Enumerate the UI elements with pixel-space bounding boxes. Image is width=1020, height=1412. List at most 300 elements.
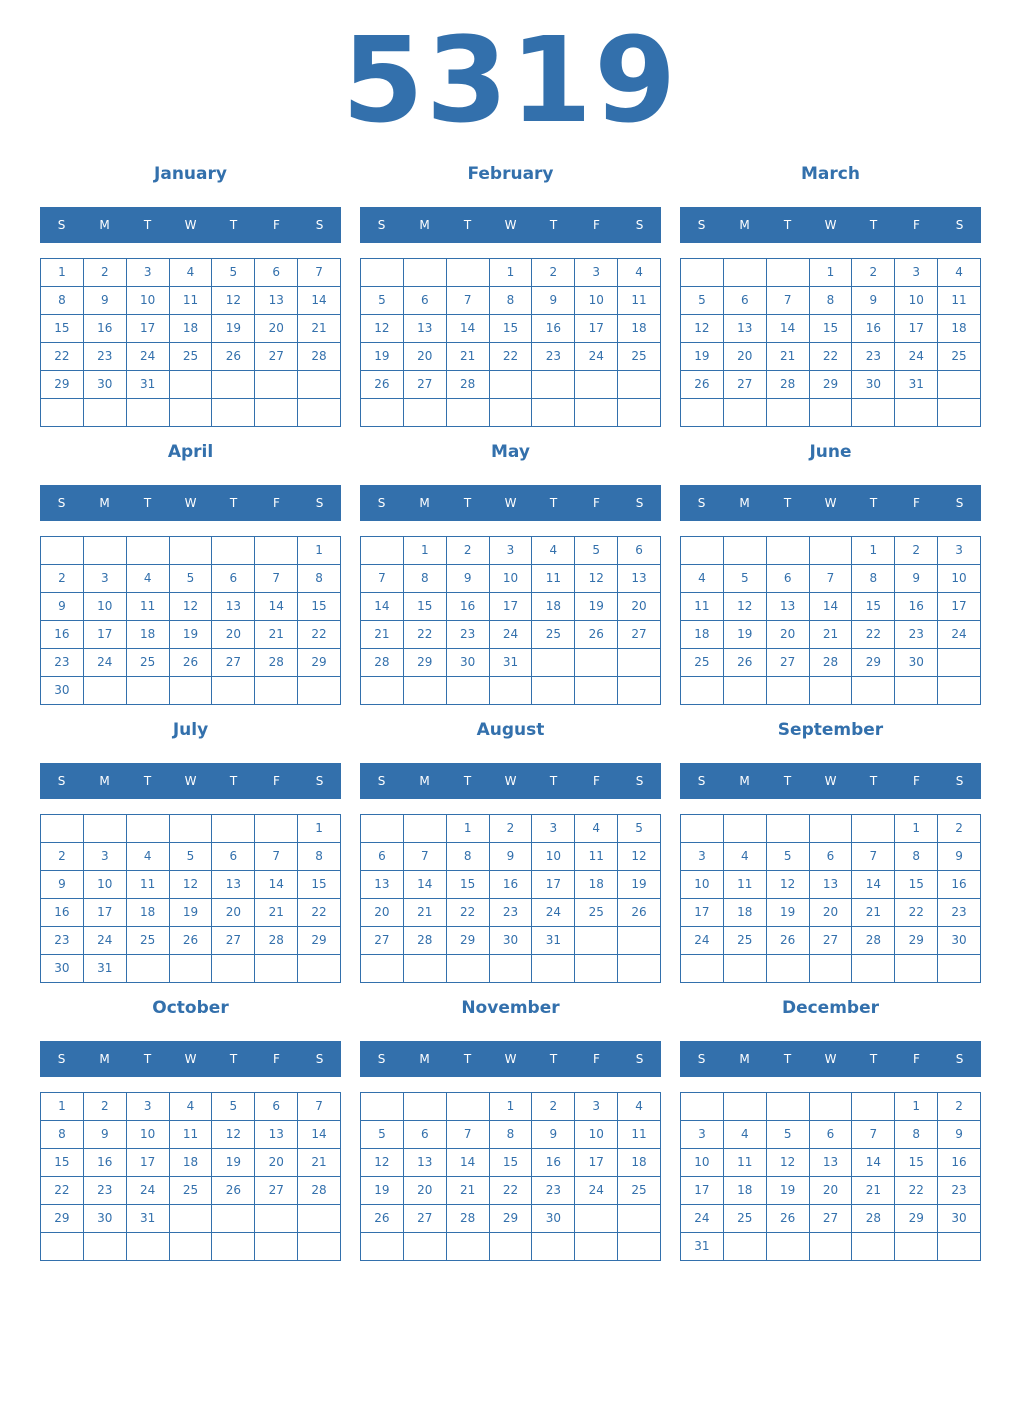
empty-day-cell [532, 677, 575, 705]
day-cell: 25 [681, 649, 724, 677]
weekday-label: S [377, 496, 386, 510]
day-cell: 4 [618, 1093, 661, 1121]
empty-day-cell [84, 537, 127, 565]
weekday-label: T [783, 496, 792, 510]
empty-day-cell [361, 815, 404, 843]
month-name: April [167, 442, 214, 462]
empty-day-cell [404, 399, 447, 427]
empty-day-cell [490, 677, 533, 705]
day-cell: 25 [575, 899, 618, 927]
day-cell: 1 [298, 815, 341, 843]
day-cell: 17 [681, 1177, 724, 1205]
day-cell: 7 [255, 565, 298, 593]
day-cell: 15 [895, 871, 938, 899]
empty-day-cell [170, 955, 213, 983]
day-cell: 23 [938, 1177, 981, 1205]
day-cell: 12 [618, 843, 661, 871]
empty-day-cell [681, 259, 724, 287]
empty-day-cell [852, 399, 895, 427]
day-cell: 29 [298, 649, 341, 677]
day-cell: 21 [447, 1177, 490, 1205]
day-cell: 3 [681, 843, 724, 871]
day-cell: 12 [361, 1149, 404, 1177]
empty-day-cell [361, 537, 404, 565]
weekday-label: S [315, 774, 324, 788]
day-cell: 23 [41, 649, 84, 677]
weekday-label: T [869, 496, 878, 510]
day-cell: 8 [852, 565, 895, 593]
weekday-header [360, 207, 661, 243]
weekday-label: M [99, 1052, 110, 1066]
weekday-header [40, 763, 341, 799]
day-grid [40, 258, 341, 427]
weekday-label: T [143, 496, 152, 510]
empty-day-cell [852, 955, 895, 983]
weekday-label: S [635, 496, 644, 510]
weekday-label: M [419, 1052, 430, 1066]
day-cell: 7 [255, 843, 298, 871]
day-cell: 23 [84, 343, 127, 371]
weekday-label: W [824, 496, 837, 510]
weekday-label: S [57, 218, 66, 232]
weekday-label: S [955, 1052, 964, 1066]
weekday-label: S [377, 774, 386, 788]
day-cell: 15 [41, 1149, 84, 1177]
empty-day-cell [212, 371, 255, 399]
weekday-label: F [273, 496, 280, 510]
weekday-label: T [783, 774, 792, 788]
day-cell: 10 [532, 843, 575, 871]
empty-day-cell [447, 955, 490, 983]
day-cell: 28 [447, 1205, 490, 1233]
day-cell: 13 [212, 871, 255, 899]
day-cell: 6 [618, 537, 661, 565]
day-cell: 4 [127, 565, 170, 593]
weekday-label: S [697, 496, 706, 510]
day-cell: 4 [618, 259, 661, 287]
empty-day-cell [724, 1233, 767, 1261]
day-cell: 9 [447, 565, 490, 593]
day-cell: 3 [938, 537, 981, 565]
empty-day-cell [681, 815, 724, 843]
day-cell: 13 [255, 287, 298, 315]
day-cell: 14 [404, 871, 447, 899]
weekday-label: F [593, 774, 600, 788]
day-cell: 22 [41, 1177, 84, 1205]
day-cell: 16 [532, 1149, 575, 1177]
day-cell: 28 [298, 1177, 341, 1205]
empty-day-cell [575, 955, 618, 983]
day-cell: 19 [361, 343, 404, 371]
empty-day-cell [767, 259, 810, 287]
weekday-label: S [697, 774, 706, 788]
day-cell: 3 [532, 815, 575, 843]
day-cell: 26 [170, 927, 213, 955]
day-cell: 11 [618, 1121, 661, 1149]
day-grid [40, 536, 341, 705]
day-cell: 28 [852, 927, 895, 955]
empty-day-cell [255, 677, 298, 705]
day-cell: 13 [255, 1121, 298, 1149]
day-cell: 14 [810, 593, 853, 621]
day-cell: 24 [681, 1205, 724, 1233]
day-cell: 22 [404, 621, 447, 649]
day-cell: 26 [767, 1205, 810, 1233]
day-cell: 2 [532, 1093, 575, 1121]
day-cell: 2 [447, 537, 490, 565]
day-cell: 18 [170, 1149, 213, 1177]
day-cell: 24 [84, 649, 127, 677]
day-cell: 23 [532, 343, 575, 371]
empty-day-cell [810, 1233, 853, 1261]
month-name: August [476, 720, 545, 740]
day-cell: 1 [404, 537, 447, 565]
day-cell: 12 [767, 1149, 810, 1177]
weekday-label: T [229, 218, 238, 232]
day-cell: 10 [127, 1121, 170, 1149]
day-cell: 5 [575, 537, 618, 565]
empty-day-cell [852, 677, 895, 705]
empty-day-cell [170, 1205, 213, 1233]
day-cell: 28 [255, 649, 298, 677]
empty-day-cell [404, 1093, 447, 1121]
day-cell: 12 [212, 287, 255, 315]
empty-day-cell [532, 649, 575, 677]
day-cell: 8 [810, 287, 853, 315]
day-cell: 24 [575, 343, 618, 371]
empty-day-cell [255, 815, 298, 843]
day-cell: 27 [212, 927, 255, 955]
month-name: October [152, 998, 229, 1018]
day-cell: 19 [212, 315, 255, 343]
empty-day-cell [767, 537, 810, 565]
day-grid [680, 536, 981, 705]
day-cell: 29 [404, 649, 447, 677]
day-cell: 27 [255, 343, 298, 371]
day-cell: 13 [404, 315, 447, 343]
day-cell: 14 [298, 287, 341, 315]
empty-day-cell [212, 815, 255, 843]
weekday-header [680, 763, 981, 799]
day-cell: 22 [895, 899, 938, 927]
day-cell: 18 [127, 899, 170, 927]
day-cell: 10 [127, 287, 170, 315]
empty-day-cell [575, 649, 618, 677]
day-cell: 3 [575, 1093, 618, 1121]
day-cell: 22 [895, 1177, 938, 1205]
day-cell: 15 [852, 593, 895, 621]
day-cell: 30 [490, 927, 533, 955]
day-cell: 15 [298, 871, 341, 899]
day-cell: 8 [490, 1121, 533, 1149]
month-august [360, 718, 661, 998]
empty-day-cell [298, 371, 341, 399]
empty-day-cell [127, 537, 170, 565]
day-cell: 25 [618, 343, 661, 371]
day-cell: 16 [852, 315, 895, 343]
day-cell: 15 [447, 871, 490, 899]
day-cell: 9 [938, 1121, 981, 1149]
day-cell: 15 [895, 1149, 938, 1177]
day-cell: 12 [170, 871, 213, 899]
weekday-label: T [869, 1052, 878, 1066]
day-cell: 25 [532, 621, 575, 649]
weekday-label: T [463, 1052, 472, 1066]
month-june [680, 440, 981, 720]
day-cell: 1 [895, 1093, 938, 1121]
weekday-label: T [783, 218, 792, 232]
empty-day-cell [404, 1233, 447, 1261]
weekday-label: M [739, 1052, 750, 1066]
day-cell: 6 [810, 1121, 853, 1149]
day-cell: 21 [810, 621, 853, 649]
empty-day-cell [298, 1233, 341, 1261]
day-cell: 21 [852, 899, 895, 927]
month-name: December [781, 998, 880, 1018]
day-cell: 17 [575, 1149, 618, 1177]
day-cell: 11 [724, 871, 767, 899]
empty-day-cell [170, 371, 213, 399]
day-cell: 5 [681, 287, 724, 315]
day-cell: 6 [255, 1093, 298, 1121]
day-cell: 24 [127, 1177, 170, 1205]
empty-day-cell [938, 955, 981, 983]
day-cell: 31 [532, 927, 575, 955]
day-cell: 27 [361, 927, 404, 955]
empty-day-cell [938, 1233, 981, 1261]
weekday-header [360, 485, 661, 521]
weekday-label: S [955, 774, 964, 788]
empty-day-cell [447, 399, 490, 427]
day-cell: 1 [298, 537, 341, 565]
day-cell: 8 [298, 565, 341, 593]
day-cell: 27 [810, 927, 853, 955]
day-cell: 24 [938, 621, 981, 649]
weekday-label: M [419, 496, 430, 510]
day-cell: 6 [810, 843, 853, 871]
day-cell: 15 [298, 593, 341, 621]
empty-day-cell [298, 1205, 341, 1233]
day-cell: 11 [170, 287, 213, 315]
day-cell: 20 [404, 343, 447, 371]
day-cell: 19 [618, 871, 661, 899]
day-cell: 21 [298, 315, 341, 343]
empty-day-cell [895, 955, 938, 983]
day-cell: 28 [447, 371, 490, 399]
day-cell: 17 [895, 315, 938, 343]
day-cell: 12 [767, 871, 810, 899]
empty-day-cell [255, 371, 298, 399]
empty-day-cell [618, 1233, 661, 1261]
weekday-header [680, 1041, 981, 1077]
day-cell: 7 [810, 565, 853, 593]
weekday-label: F [913, 774, 920, 788]
day-cell: 8 [41, 287, 84, 315]
empty-day-cell [724, 399, 767, 427]
month-name: July [172, 720, 209, 740]
day-cell: 27 [212, 649, 255, 677]
weekday-label: M [739, 496, 750, 510]
day-cell: 4 [170, 1093, 213, 1121]
day-cell: 28 [255, 927, 298, 955]
day-cell: 3 [84, 843, 127, 871]
weekday-label: T [229, 774, 238, 788]
empty-day-cell [404, 955, 447, 983]
day-cell: 19 [170, 899, 213, 927]
empty-day-cell [681, 537, 724, 565]
weekday-header [40, 1041, 341, 1077]
empty-day-cell [895, 1233, 938, 1261]
day-cell: 31 [490, 649, 533, 677]
empty-day-cell [84, 677, 127, 705]
empty-day-cell [127, 677, 170, 705]
empty-day-cell [212, 955, 255, 983]
day-cell: 9 [852, 287, 895, 315]
empty-day-cell [852, 1093, 895, 1121]
empty-day-cell [938, 399, 981, 427]
day-cell: 20 [361, 899, 404, 927]
weekday-label: S [635, 774, 644, 788]
weekday-label: W [184, 774, 197, 788]
empty-day-cell [170, 1233, 213, 1261]
month-name: May [491, 442, 530, 462]
weekday-label: T [549, 774, 558, 788]
day-cell: 27 [618, 621, 661, 649]
day-cell: 13 [767, 593, 810, 621]
weekday-label: F [913, 496, 920, 510]
day-cell: 8 [404, 565, 447, 593]
day-cell: 10 [84, 871, 127, 899]
day-cell: 19 [575, 593, 618, 621]
day-cell: 13 [404, 1149, 447, 1177]
day-cell: 7 [361, 565, 404, 593]
day-cell: 7 [852, 1121, 895, 1149]
day-cell: 21 [255, 621, 298, 649]
day-cell: 22 [852, 621, 895, 649]
empty-day-cell [810, 815, 853, 843]
empty-day-cell [255, 1233, 298, 1261]
day-cell: 12 [170, 593, 213, 621]
empty-day-cell [41, 815, 84, 843]
weekday-label: S [315, 1052, 324, 1066]
weekday-label: M [99, 496, 110, 510]
empty-day-cell [618, 1205, 661, 1233]
day-cell: 18 [618, 315, 661, 343]
empty-day-cell [618, 927, 661, 955]
empty-day-cell [212, 399, 255, 427]
day-cell: 12 [361, 315, 404, 343]
empty-day-cell [810, 537, 853, 565]
day-cell: 1 [852, 537, 895, 565]
weekday-label: S [635, 218, 644, 232]
day-cell: 5 [618, 815, 661, 843]
day-cell: 4 [170, 259, 213, 287]
day-cell: 4 [724, 843, 767, 871]
day-cell: 5 [361, 287, 404, 315]
day-cell: 14 [255, 593, 298, 621]
day-cell: 23 [532, 1177, 575, 1205]
day-cell: 26 [212, 1177, 255, 1205]
day-cell: 20 [810, 899, 853, 927]
empty-day-cell [361, 1093, 404, 1121]
day-cell: 9 [490, 843, 533, 871]
day-cell: 4 [127, 843, 170, 871]
day-cell: 7 [404, 843, 447, 871]
day-cell: 4 [575, 815, 618, 843]
day-cell: 20 [255, 315, 298, 343]
day-cell: 18 [938, 315, 981, 343]
day-cell: 24 [895, 343, 938, 371]
day-cell: 7 [298, 259, 341, 287]
weekday-label: T [229, 1052, 238, 1066]
day-cell: 6 [404, 287, 447, 315]
weekday-label: T [549, 218, 558, 232]
day-cell: 12 [575, 565, 618, 593]
weekday-label: S [57, 496, 66, 510]
weekday-label: W [184, 218, 197, 232]
weekday-label: F [273, 774, 280, 788]
day-cell: 9 [41, 871, 84, 899]
day-cell: 30 [895, 649, 938, 677]
empty-day-cell [618, 955, 661, 983]
day-cell: 8 [447, 843, 490, 871]
day-cell: 29 [41, 1205, 84, 1233]
weekday-label: T [869, 774, 878, 788]
day-cell: 20 [767, 621, 810, 649]
day-cell: 18 [724, 1177, 767, 1205]
day-cell: 9 [532, 287, 575, 315]
weekday-label: W [824, 1052, 837, 1066]
day-cell: 3 [127, 1093, 170, 1121]
day-cell: 24 [681, 927, 724, 955]
day-cell: 26 [724, 649, 767, 677]
weekday-label: W [504, 774, 517, 788]
empty-day-cell [938, 649, 981, 677]
empty-day-cell [212, 1233, 255, 1261]
day-grid [40, 814, 341, 983]
day-cell: 23 [490, 899, 533, 927]
empty-day-cell [618, 649, 661, 677]
day-cell: 17 [84, 899, 127, 927]
day-cell: 29 [490, 1205, 533, 1233]
day-cell: 16 [490, 871, 533, 899]
weekday-label: T [229, 496, 238, 510]
day-grid [360, 1092, 661, 1261]
empty-day-cell [681, 1093, 724, 1121]
day-cell: 30 [84, 1205, 127, 1233]
day-cell: 6 [255, 259, 298, 287]
empty-day-cell [127, 815, 170, 843]
day-cell: 3 [895, 259, 938, 287]
empty-day-cell [767, 955, 810, 983]
empty-day-cell [361, 1233, 404, 1261]
day-cell: 11 [575, 843, 618, 871]
month-april [40, 440, 341, 720]
weekday-label: W [824, 218, 837, 232]
day-cell: 11 [127, 871, 170, 899]
empty-day-cell [575, 927, 618, 955]
day-cell: 27 [810, 1205, 853, 1233]
weekday-label: W [184, 496, 197, 510]
empty-day-cell [447, 677, 490, 705]
day-cell: 30 [41, 677, 84, 705]
empty-day-cell [767, 677, 810, 705]
day-cell: 9 [41, 593, 84, 621]
day-cell: 25 [618, 1177, 661, 1205]
day-cell: 3 [127, 259, 170, 287]
day-cell: 15 [490, 315, 533, 343]
day-cell: 13 [361, 871, 404, 899]
